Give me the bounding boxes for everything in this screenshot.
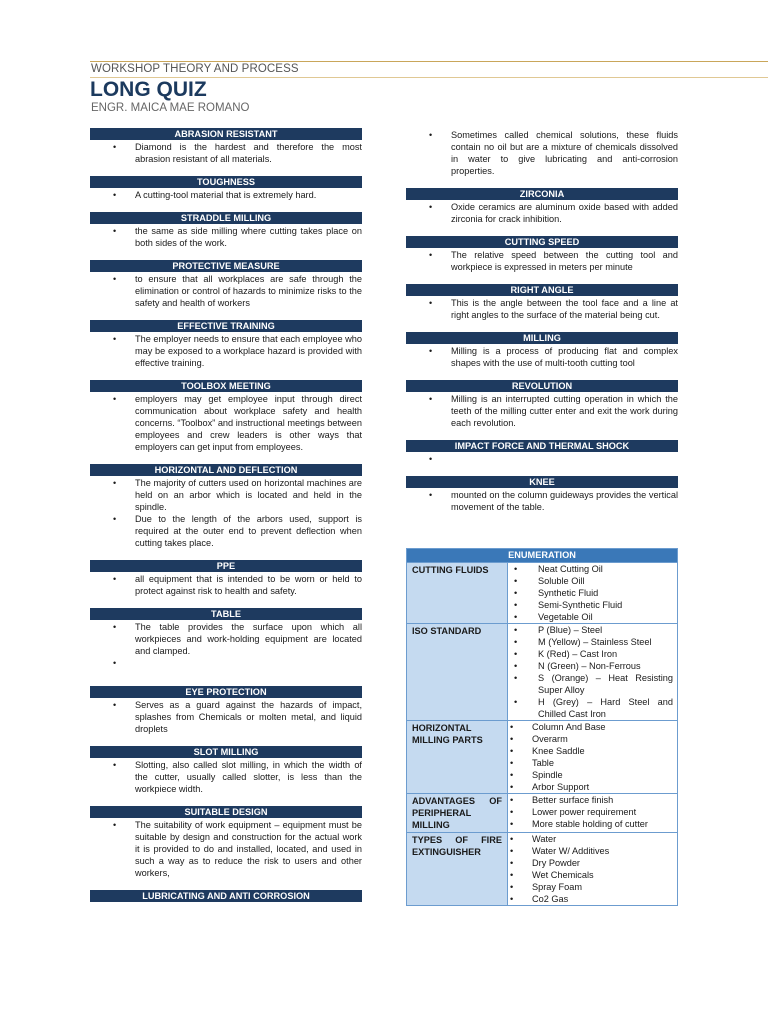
term-heading: CUTTING SPEED [406, 236, 678, 248]
enumeration-item: • K (Red) – Cast Iron [508, 648, 677, 660]
term-block [406, 236, 678, 273]
definition-list [90, 272, 362, 309]
enumeration-item: • Water W/ Additives [508, 845, 677, 857]
term-heading: LUBRICATING AND ANTI CORROSION [90, 890, 362, 902]
definition-list [406, 296, 678, 321]
term-heading: PROTECTIVE MEASURE [90, 260, 362, 272]
definition-item: • Serves as a guard against the hazards of impact, splashes from Chemicals or molten metal, and liquid droplets [90, 699, 362, 735]
term-heading: TABLE [90, 608, 362, 620]
left-column [90, 128, 362, 902]
term-block [90, 380, 362, 453]
enumeration-items [508, 833, 677, 905]
definition-list [406, 488, 678, 513]
enumeration-item: • Lower power requirement [508, 806, 677, 818]
term-block [90, 890, 362, 902]
enumeration-items [508, 563, 677, 623]
definition-item: • Diamond is the hardest and therefore the most abrasion resistant of all materials. [90, 141, 362, 165]
enumeration-item: • P (Blue) – Steel [508, 624, 677, 636]
course-subject: WORKSHOP THEORY AND PROCESS [91, 63, 299, 75]
enumeration-item: • H (Grey) – Hard Steel and Chilled Cast Iron [508, 696, 677, 720]
term-heading: RIGHT ANGLE [406, 284, 678, 296]
definition-item: • The relative speed between the cutting tool and workpiece is expressed in meters per minute [406, 249, 678, 273]
term-heading: HORIZONTAL AND DEFLECTION [90, 464, 362, 476]
term-heading: MILLING [406, 332, 678, 344]
enumeration-row [407, 623, 677, 720]
enumeration-row [407, 720, 677, 793]
definition-list [90, 140, 362, 165]
document-title: LONG QUIZ [90, 78, 207, 101]
definition-item: • Milling is a process of producing flat and complex shapes with the use of multi-tooth cutting tool [406, 345, 678, 369]
definition-list [90, 698, 362, 735]
term-block [90, 746, 362, 795]
definition-list [406, 200, 678, 225]
right-column [406, 128, 678, 513]
enumeration-row [407, 793, 677, 832]
definition-list [90, 224, 362, 249]
definition-list [90, 572, 362, 597]
enumeration-item: • Better surface finish [508, 794, 677, 806]
enumeration-item: • Knee Saddle [508, 745, 677, 757]
definition-item: • Sometimes called chemical solutions, these fluids contain no oil but are a mixture of chemicals dissolved in water to give lubricating and anti-corrosion properties. [406, 129, 678, 177]
definition-list [90, 392, 362, 453]
enumeration-item: • Semi-Synthetic Fluid [508, 599, 677, 611]
enumeration-item: • Water [508, 833, 677, 845]
definition-item: • Slotting, also called slot milling, in which the width of the cutter, usually called slotter, is less than the workpiece width. [90, 759, 362, 795]
enumeration-category: TYPES OF FIRE EXTINGUISHER [407, 833, 508, 905]
author-name: ENGR. MAICA MAE ROMANO [91, 102, 250, 114]
definition-list [406, 452, 678, 465]
enumeration-items [508, 721, 677, 793]
definition-list [90, 476, 362, 549]
enumeration-item: • Vegetable Oil [508, 611, 677, 623]
definition-item: • The employer needs to ensure that each employee who may be exposed to a workplace hazard is provided with effective training. [90, 333, 362, 369]
term-block [406, 128, 678, 177]
term-block [406, 440, 678, 465]
term-block [90, 806, 362, 879]
term-heading: KNEE [406, 476, 678, 488]
enumeration-item: • Column And Base [508, 721, 677, 733]
term-block [90, 320, 362, 369]
term-block [90, 686, 362, 735]
definition-item: • Due to the length of the arbors used, support is required at the outer end to prevent deflection when cutting takes place. [90, 513, 362, 549]
definition-item: • A cutting-tool material that is extremely hard. [90, 189, 362, 201]
term-block [90, 608, 362, 669]
term-block [90, 560, 362, 597]
definition-list [406, 392, 678, 429]
enumeration-item: • Wet Chemicals [508, 869, 677, 881]
enumeration-row [407, 832, 677, 905]
term-heading: TOUGHNESS [90, 176, 362, 188]
definition-item: • This is the angle between the tool face and a line at right angles to the surface of the material being cut. [406, 297, 678, 321]
term-block [90, 176, 362, 201]
term-block [406, 188, 678, 225]
enumeration-category: ISO STANDARD [407, 624, 508, 720]
term-heading: TOOLBOX MEETING [90, 380, 362, 392]
enumeration-item: • Soluble Oill [508, 575, 677, 587]
term-heading: SLOT MILLING [90, 746, 362, 758]
term-heading: PPE [90, 560, 362, 572]
term-block [90, 212, 362, 249]
enumeration-items [508, 624, 677, 720]
definition-item: • to ensure that all workplaces are safe through the elimination or control of hazards to minimize risks to the safety and health of workers [90, 273, 362, 309]
enumeration-table [406, 548, 678, 906]
definition-list [406, 344, 678, 369]
term-heading: ABRASION RESISTANT [90, 128, 362, 140]
enumeration-item: • Overarm [508, 733, 677, 745]
enumeration-category: ADVANTAGES OF PERIPHERAL MILLING [407, 794, 508, 832]
definition-item [406, 453, 678, 465]
enumeration-row [407, 562, 677, 623]
term-heading: EFFECTIVE TRAINING [90, 320, 362, 332]
definition-list [406, 248, 678, 273]
enumeration-item: • Synthetic Fluid [508, 587, 677, 599]
definition-item: • Oxide ceramics are aluminum oxide based with added zirconia for crack inhibition. [406, 201, 678, 225]
enumeration-item: • Neat Cutting Oil [508, 563, 677, 575]
definition-item: • mounted on the column guideways provides the vertical movement of the table. [406, 489, 678, 513]
enumeration-item: • N (Green) – Non-Ferrous [508, 660, 677, 672]
definition-list [90, 818, 362, 879]
enumeration-items [508, 794, 677, 832]
definition-list [90, 620, 362, 669]
term-heading: SUITABLE DESIGN [90, 806, 362, 818]
term-block [90, 128, 362, 165]
enumeration-item: • More stable holding of cutter [508, 818, 677, 830]
enumeration-item: • S (Orange) – Heat Resisting Super Alloy [508, 672, 677, 696]
definition-item: • The table provides the surface upon which all workpieces and work-holding equipment are located and clamped. [90, 621, 362, 657]
enumeration-item: • Dry Powder [508, 857, 677, 869]
enumeration-category: HORIZONTAL MILLING PARTS [407, 721, 508, 793]
definition-item: • all equipment that is intended to be worn or held to protect against risk to health and safety. [90, 573, 362, 597]
definition-item: • Milling is an interrupted cutting operation in which the teeth of the milling cutter enter and exit the work during each revolution. [406, 393, 678, 429]
term-block [90, 260, 362, 309]
header-rule-top [90, 61, 768, 62]
definition-item: • employers may get employee input through direct communication about workplace safety and health concerns. “Toolbox” and instructional meetings between employees and crew leaders is other ways that employers can get input from employees. [90, 393, 362, 453]
definition-item: • the same as side milling where cutting takes place on both sides of the work. [90, 225, 362, 249]
enumeration-item: • Arbor Support [508, 781, 677, 793]
enumeration-item: • Spray Foam [508, 881, 677, 893]
enumeration-item: • Table [508, 757, 677, 769]
enumeration-item: • M (Yellow) – Stainless Steel [508, 636, 677, 648]
term-block [90, 464, 362, 549]
definition-item: • The suitability of work equipment – equipment must be suitable by design and construction for the actual work it is provided to do and installed, located, and used in such a way as to reduce the risk to users and other workers, [90, 819, 362, 879]
term-block [406, 332, 678, 369]
definition-item [90, 657, 362, 669]
enumeration-item: • Spindle [508, 769, 677, 781]
definition-list [90, 188, 362, 201]
term-block [406, 380, 678, 429]
enumeration-item: • Co2 Gas [508, 893, 677, 905]
enumeration-header: ENUMERATION [407, 549, 677, 562]
term-heading: IMPACT FORCE AND THERMAL SHOCK [406, 440, 678, 452]
definition-list [406, 128, 678, 177]
term-heading: ZIRCONIA [406, 188, 678, 200]
term-heading: STRADDLE MILLING [90, 212, 362, 224]
term-block [406, 476, 678, 513]
term-heading: REVOLUTION [406, 380, 678, 392]
definition-list [90, 758, 362, 795]
term-block [406, 284, 678, 321]
enumeration-category: CUTTING FLUIDS [407, 563, 508, 623]
definition-list [90, 332, 362, 369]
term-heading: EYE PROTECTION [90, 686, 362, 698]
definition-item: • The majority of cutters used on horizontal machines are held on an arbor which is located and held in the spindle. [90, 477, 362, 513]
